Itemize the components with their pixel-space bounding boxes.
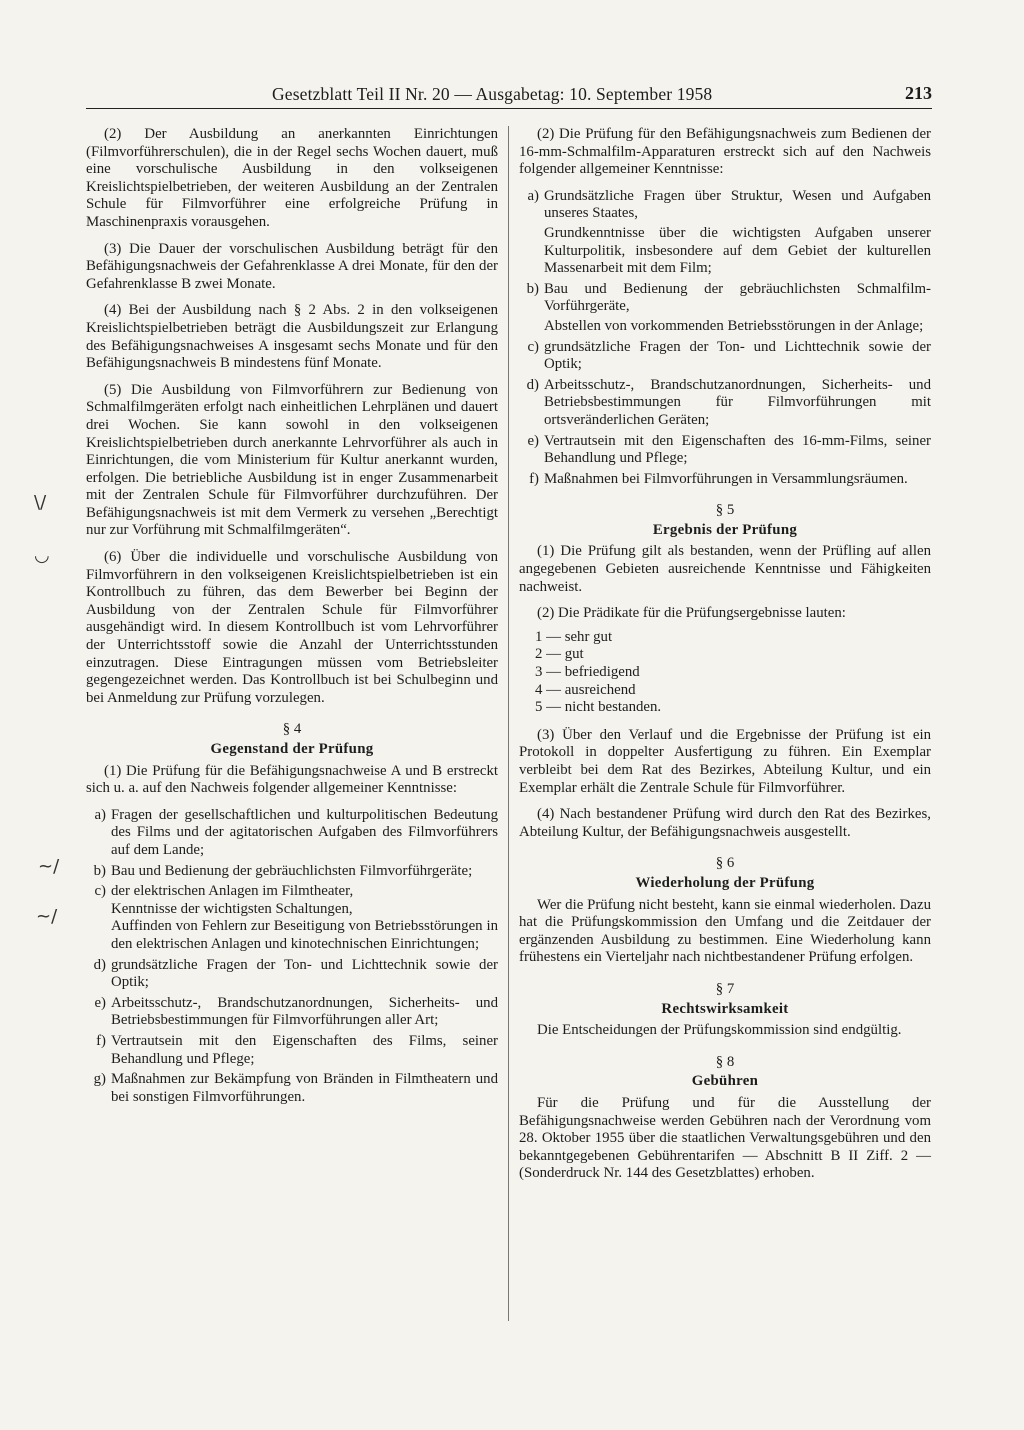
item-list [519, 188, 931, 489]
list-item [519, 339, 931, 374]
section-title: Rechtswirksamkeit [661, 1000, 789, 1017]
paragraph: Für die Prüfung und für die Ausstellung der Befähigungsnachweise werden Gebühren nach der Verordnung vom 28. Oktober 1955 über die staatlichen Verwaltungsgebühren und den bekanntgegebenen Gebührentarifen — Abschnitt B II Ziff. 2 — (Sonderdruck Nr. 144 des Gesetzblattes) erhoben. [519, 1094, 931, 1182]
section-number: § 4 [282, 721, 302, 738]
section-number: § 6 [715, 855, 735, 872]
header-title: Gesetzblatt Teil II Nr. 20 — Ausgabetag: 10. September 1958 [272, 84, 713, 104]
item-label: f) [96, 1032, 106, 1049]
item-label: d) [93, 956, 106, 973]
item-text: Vertrautsein mit den Eigenschaften des Films, seiner Behandlung und Pflege; [111, 1032, 498, 1067]
list-item [519, 433, 931, 468]
item-text: Arbeitsschutz-, Brandschutzanordnungen, Sicherheits- und Betriebsbestimmungen für Filmvorführungen mit ortsveränderlichen Geräten; [544, 376, 931, 428]
left-column [86, 126, 498, 1109]
list-item [86, 957, 498, 992]
paragraph: (2) Die Prüfung für den Befähigungsnachweis zum Bedienen der 16-mm-Schmalfilm-Apparaturen erstreckt sich auf den Nachweis folgender allgemeiner Kenntnisse: [519, 126, 931, 178]
paragraph: Wer die Prüfung nicht besteht, kann sie einmal wiederholen. Dazu hat die Prüfungskommission den Umfang und die Zeitdauer der ergänzenden Ausbildung zu bestimmen. Eine Wiederholung kann frühestens ein Vierteljahr nach nichtbestandener Prüfung erfolgen. [519, 896, 931, 966]
item-text: Arbeitsschutz-, Brandschutzanordnungen, Sicherheits- und Betriebsbestimmungen für Filmvorführungen aller Art; [111, 994, 498, 1029]
item-label: e) [527, 432, 539, 449]
item-label: e) [94, 994, 106, 1011]
page-number: 213 [905, 83, 932, 103]
paragraph: (2) Die Prädikate für die Prüfungsergebnisse lauten: [537, 605, 846, 622]
item-text: grundsätzliche Fragen der Ton- und Lichttechnik sowie der Optik; [111, 956, 498, 991]
grade-item: 5 — nicht bestanden. [535, 699, 662, 716]
margin-check-mark: \/ [34, 492, 47, 513]
grade-item: 1 — sehr gut [535, 628, 613, 645]
item-label: b) [93, 862, 106, 879]
section-title: Gegenstand der Prüfung [210, 741, 374, 757]
section-title: Ergebnis der Prüfung [652, 521, 798, 538]
grade-item: 3 — befriedigend [535, 664, 640, 681]
margin-check-mark: ~/ [38, 856, 60, 877]
paragraph: Die Entscheidungen der Prüfungskommission sind endgültig. [537, 1022, 902, 1039]
paragraph: (1) Die Prüfung für die Befähigungsnachweise A und B erstreckt sich u. a. auf den Nachweis folgender allgemeiner Kenntnisse: [86, 762, 498, 797]
item-text: Grundkenntnisse über die wichtigsten Aufgaben unserer Kulturpolitik, insbesondere auf dem Gebiet der kulturellen Massenarbeit mit dem Film; [544, 224, 931, 277]
list-item [519, 377, 931, 430]
paragraph: (1) Die Prüfung gilt als bestanden, wenn der Prüfling auf allen angegebenen Gebieten ausreichende Kenntnisse und Fähigkeiten nachweist. [519, 543, 931, 595]
grade-item: 2 — gut [535, 646, 584, 663]
item-label: a) [527, 187, 539, 204]
item-text: Fragen der gesellschaftlichen und kulturpolitischen Bedeutung des Films und der agitatorischen Aufgaben des Filmvorführers auf dem Lande; [111, 806, 498, 858]
page-header [86, 80, 932, 109]
item-list [86, 807, 498, 1107]
item-label: d) [526, 376, 539, 393]
paragraph: (6) Über die individuelle und vorschulische Ausbildung von Filmvorführern in den volkseigenen Kreislichtspielbetrieben ist ein Kontrollbuch zu führen, das dem Bewerber bei Beginn der Ausbildung von der Zentralen Schule für Filmvorführer ausgehändigt wird. In diesem Kontrollbuch ist vom Lehrvorführer der Unterrichtsstoff sowie die Anzahl der Unterrichtsstunden einzutragen. Diese Eintragungen müssen vom Betriebsleiter gegengezeichnet werden. Das Kontrollbuch ist bei Schulbeginn und bei Anmeldung zur Prüfung vorzulegen. [86, 549, 498, 706]
item-text: Auffinden von Fehlern zur Beseitigung von Betriebsstörungen in den elektrischen Anlagen und kinotechnischen Einrichtungen; [111, 918, 498, 952]
item-text: Bau und Bedienung der gebräuchlichsten Filmvorführgeräte; [111, 862, 473, 879]
list-item [86, 1071, 498, 1106]
grade-item: 4 — ausreichend [535, 681, 636, 698]
margin-check-mark: ~/ [36, 906, 58, 927]
item-label: g) [93, 1071, 106, 1088]
paragraph: (3) Über den Verlauf und die Ergebnisse der Prüfung ist ein Protokoll in doppelter Ausfertigung zu führen. Ein Exemplar verbleibt bei dem Rat des Bezirkes, Abteilung Kultur, und ein Exemplar erhält die Zentrale Schule für Filmvorführer. [519, 726, 931, 796]
section-number: § 8 [715, 1053, 735, 1070]
list-item [86, 807, 498, 860]
paragraph: (4) Nach bestandener Prüfung wird durch den Rat des Bezirkes, Abteilung Kultur, der Befähigungsnachweis ausgestellt. [519, 806, 931, 840]
section-number: § 5 [715, 502, 735, 519]
item-text: Abstellen von vorkommenden Betriebsstörungen in der Anlage; [544, 317, 924, 334]
list-item [86, 863, 498, 881]
item-text: Maßnahmen zur Bekämpfung von Bränden in Filmtheatern und bei sonstigen Filmvorführungen. [111, 1071, 498, 1105]
list-item [519, 188, 931, 278]
section-title: Gebühren [691, 1073, 759, 1090]
item-label: f) [529, 470, 539, 487]
section-number: § 7 [715, 980, 735, 997]
item-text: Maßnahmen bei Filmvorführungen in Versammlungsräumen. [544, 470, 908, 487]
item-text: Grundsätzliche Fragen über Struktur, Wesen und Aufgaben unseres Staates, [544, 187, 931, 222]
list-item [519, 281, 931, 336]
paragraph: (4) Bei der Ausbildung nach § 2 Abs. 2 in den volkseigenen Kreislichtspielbetrieben beträgt die Ausbildungszeit zur Erlangung des Befähigungsnachweises A insgesamt sechs Monate und für den Befähigungsnachweis B mindestens fünf Monate. [86, 302, 498, 372]
list-item [86, 995, 498, 1030]
column-divider [508, 126, 509, 1321]
paragraph: (2) Der Ausbildung an anerkannten Einrichtungen (Filmvorführerschulen), die in der Regel sechs Wochen dauert, muß eine vorschulische Ausbildung in den volkseigenen Kreislichtspielbetrieben, der weiteren Ausbildung an der Zentralen Schule für Filmvorführer eine erfolgreiche Prüfung in Maschinenpraxis vorausgehen. [86, 126, 498, 230]
item-text: der elektrischen Anlagen im Filmtheater, [111, 883, 354, 900]
item-label: a) [94, 806, 106, 823]
list-item [86, 1033, 498, 1068]
list-item [519, 471, 931, 489]
right-column [519, 126, 931, 1192]
item-label: c) [527, 338, 539, 355]
item-text: Kenntnisse der wichtigsten Schaltungen, [111, 900, 353, 917]
list-item [86, 883, 498, 953]
section-title: Wiederholung der Prüfung [635, 874, 815, 891]
grade-list [535, 629, 931, 717]
item-label: b) [526, 280, 539, 297]
paragraph: (3) Die Dauer der vorschulischen Ausbildung beträgt für den Befähigungsnachweis der Gefahrenklasse A drei Monate, für den der Gefahrenklasse B zwei Monate. [86, 240, 498, 292]
item-text: Vertrautsein mit den Eigenschaften des 16-mm-Films, seiner Behandlung und Pflege; [544, 432, 931, 467]
item-label: c) [94, 883, 106, 900]
margin-check-mark: ◡ [34, 545, 50, 566]
item-text: Bau und Bedienung der gebräuchlichsten Schmalfilm-Vorführgeräte, [544, 280, 931, 315]
paragraph: (5) Die Ausbildung von Filmvorführern zur Bedienung von Schmalfilmgeräten erfolgt nach einheitlichen Lehrplänen und dauert drei Wochen. Sie kann sowohl in den volkseigenen Kreislichtspielbetrieben durch anerkannte Lehrvorführer als auch in Einrichtungen, die vom Ministerium für Kultur anerkannt wurden, erfolgen. Die betriebliche Ausbildung ist in enger Zusammenarbeit mit der Zentralen Schule für Filmvorführer durchzuführen. Der Befähigungsnachweis ist mit dem Vermerk zu versehen „Berechtigt nur zur Vorführung mit Schmalfilmgeräten“. [86, 381, 498, 539]
item-text: grundsätzliche Fragen der Ton- und Lichttechnik sowie der Optik; [544, 338, 931, 373]
